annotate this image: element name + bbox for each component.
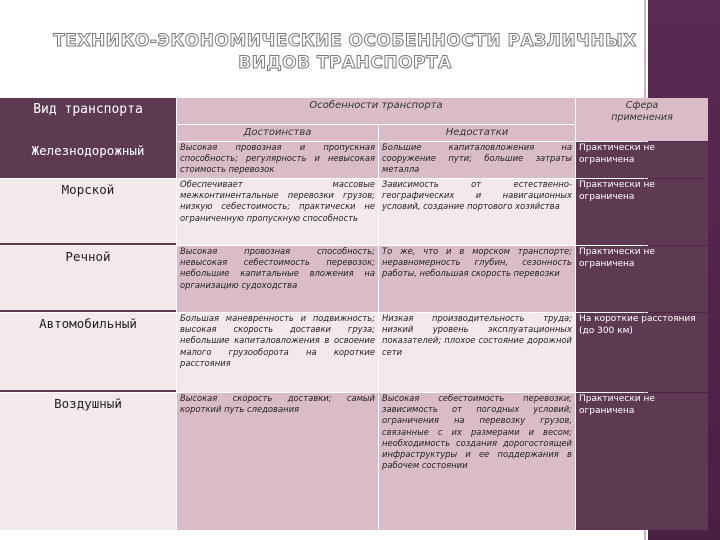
- header-sphere-cell: [576, 98, 708, 141]
- row-advantages-text: Обеспечивает массовые межконтинентальные перевозки грузов; низкую себестоимость; практически не ограниченную пропускную способность: [180, 179, 375, 223]
- row-type-label: Воздушный: [54, 396, 122, 411]
- header-disadvantages-cell: [379, 125, 575, 141]
- row-type-label: Морской: [61, 182, 115, 197]
- row-sphere-text: Практически не ограничена: [579, 394, 655, 416]
- row-type-cell: [0, 142, 176, 178]
- row-disadvantages-cell: [379, 179, 575, 245]
- row-advantages-cell: [177, 142, 378, 178]
- row-advantages-text: Высокая провозная способность; невысокая себестоимость перевозок; небольшие капитальные вложения на организацию судоходства: [180, 246, 375, 290]
- row-advantages-text: Высокая провозная и пропускная способность; регулярность и невысокая стоимость перевозок: [180, 142, 375, 175]
- transport-table: [0, 98, 708, 530]
- row-sphere-cell: [576, 313, 708, 392]
- slide-title: [40, 30, 650, 74]
- row-disadvantages-text: То же, что и в морском транспорте; неравномерность глубин, сезонность работы, небольшая скорость перевозки: [382, 246, 572, 279]
- row-advantages-cell: [177, 179, 378, 245]
- row-type-cell: [0, 246, 176, 312]
- row-sphere-cell: [576, 393, 708, 530]
- row-advantages-cell: [177, 246, 378, 312]
- row-sphere-text: Практически не ограничена: [579, 143, 655, 165]
- header-features-label: Особенности транспорта: [309, 100, 443, 111]
- title-line-2: ВИДОВ ТРАНСПОРТА: [238, 53, 452, 73]
- header-advantages-label: Достоинства: [243, 127, 312, 138]
- row-disadvantages-text: Большие капиталовложения на сооружение пути; большие затраты металла: [382, 142, 572, 175]
- row-disadvantages-cell: [379, 246, 575, 312]
- row-sphere-text: Практически не ограничена: [579, 247, 655, 269]
- row-sphere-text: На короткие расстояния (до 300 км): [579, 314, 696, 336]
- header-sphere-label: Сфера применения: [611, 100, 673, 123]
- row-advantages-cell: [177, 313, 378, 392]
- row-disadvantages-text: Высокая себестоимость перевозки; зависимость от погодных условий; ограничения на перевозку грузов, связанные с их размерами и весом; необходимость создания дорогостоящей инфраструктуры и ее поддержания в рабочем состоянии: [382, 393, 572, 471]
- row-type-cell: [0, 313, 176, 392]
- header-advantages-cell: [177, 125, 378, 141]
- row-disadvantages-cell: [379, 142, 575, 178]
- header-features-cell: [177, 98, 575, 124]
- row-type-cell: [0, 393, 176, 530]
- row-sphere-cell: [576, 142, 708, 178]
- row-disadvantages-text: Низкая производительность труда; низкий уровень эксплуатационных показателей; плохое состояние дорожной сети: [382, 313, 572, 357]
- header-disadvantages-label: Недостатки: [445, 127, 509, 138]
- row-advantages-text: Высокая скорость доставки; самый короткий путь следования: [180, 393, 375, 415]
- row-type-cell: [0, 179, 176, 245]
- row-advantages-cell: [177, 393, 378, 530]
- row-type-label: Речной: [65, 249, 111, 264]
- row-disadvantages-cell: [379, 393, 575, 530]
- row-type-label: Железнодорожный: [31, 143, 145, 158]
- row-sphere-cell: [576, 179, 708, 245]
- row-type-label: Автомобильный: [39, 316, 137, 331]
- row-disadvantages-cell: [379, 313, 575, 392]
- title-line-1: ТЕХНИКО-ЭКОНОМИЧЕСКИЕ ОСОБЕННОСТИ РАЗЛИЧНЫХ: [53, 31, 637, 51]
- row-disadvantages-text: Зависимость от естественно-географических и навигационных условий, создание портового хозяйства: [382, 179, 572, 212]
- row-sphere-cell: [576, 246, 708, 312]
- row-sphere-text: Практически не ограничена: [579, 180, 655, 202]
- header-type-label: Вид транспорта: [33, 102, 143, 117]
- row-advantages-text: Большая маневренность и подвижность; высокая скорость доставки груза; небольшие капиталовложения в освоение малого грузооборота на короткие расстояния: [180, 313, 375, 368]
